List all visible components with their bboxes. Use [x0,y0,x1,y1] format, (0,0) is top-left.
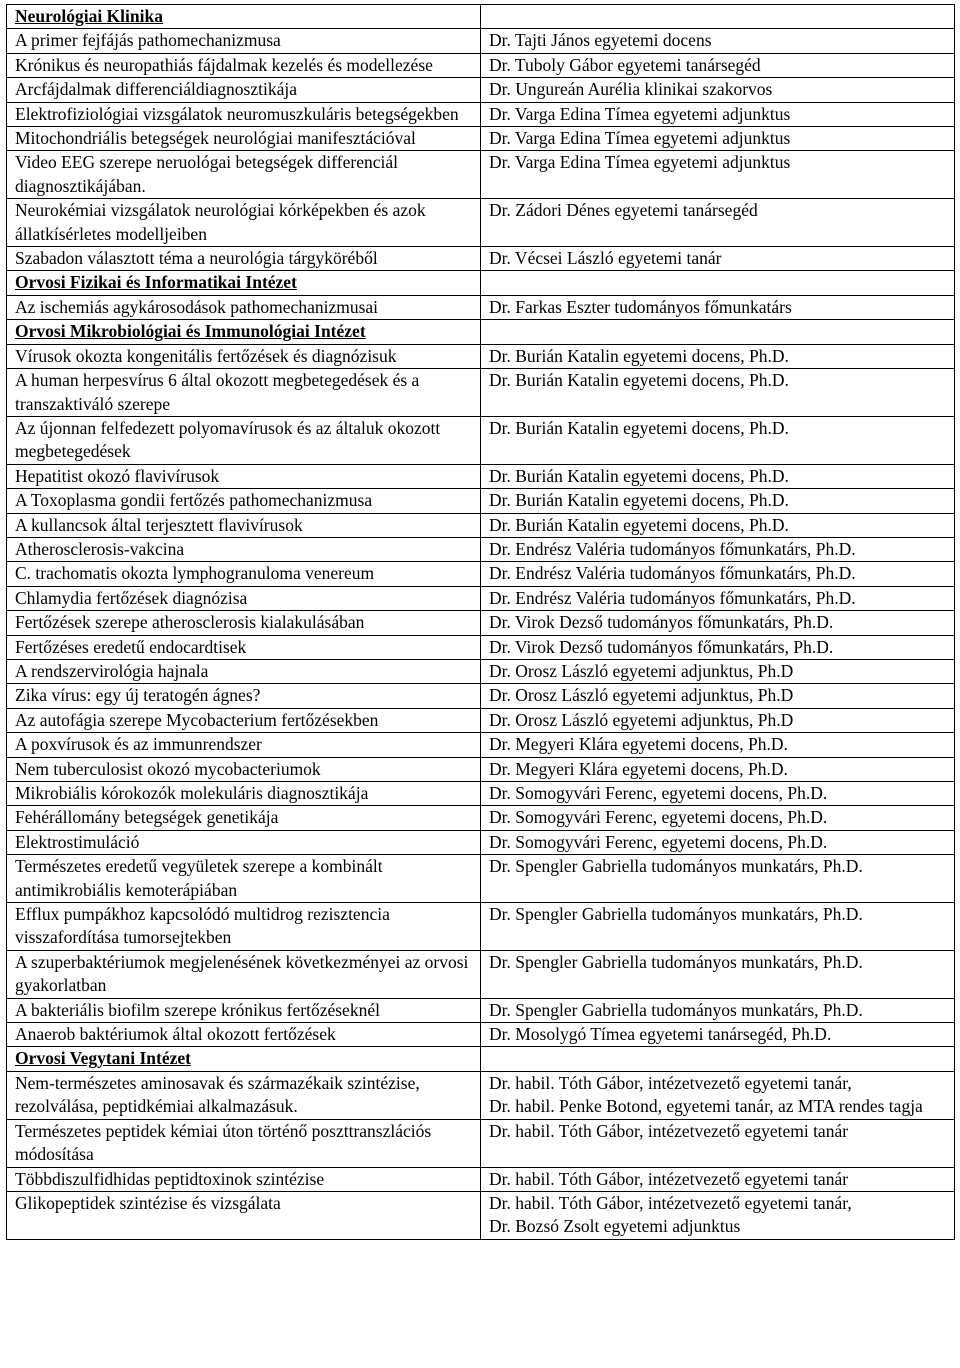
topic-cell: C. trachomatis okozta lymphogranuloma venereum [7,562,481,586]
section-header-row [7,320,955,344]
table-row [7,199,955,247]
lecturer-cell: Dr. Zádori Dénes egyetemi tanársegéd [481,199,955,247]
lecturer-cell: Dr. Somogyvári Ferenc, egyetemi docens, Ph.D. [481,806,955,830]
lecturer-cell: Dr. Endrész Valéria tudományos főmunkatárs, Ph.D. [481,586,955,610]
lecturer-cell: Dr. Virok Dezső tudományos főmunkatárs, Ph.D. [481,635,955,659]
section-title-cell [7,5,481,29]
table-row [7,1167,955,1191]
table-row [7,295,955,319]
table-row [7,1023,955,1047]
topic-cell: A rendszervirológia hajnala [7,659,481,683]
section-title-cell [7,271,481,295]
topic-cell: Vírusok okozta kongenitális fertőzések és diagnózisuk [7,344,481,368]
section-title: Orvosi Vegytani Intézet [15,1048,191,1069]
table-row [7,102,955,126]
table-row [7,684,955,708]
section-header-row [7,271,955,295]
lecturer-cell: Dr. Spengler Gabriella tudományos munkatárs, Ph.D. [481,950,955,998]
topic-cell: Az újonnan felfedezett polyomavírusok és az általuk okozott megbetegedések [7,416,481,464]
table-row [7,830,955,854]
topic-cell: Elektrofiziológiai vizsgálatok neuromuszkuláris betegségekben [7,102,481,126]
lecturer-cell: Dr. Spengler Gabriella tudományos munkatárs, Ph.D. [481,903,955,951]
topic-cell: Anaerob baktériumok által okozott fertőzések [7,1023,481,1047]
topic-cell: Mitochondriális betegségek neurológiai manifesztációval [7,127,481,151]
section-header-row [7,5,955,29]
lecturer-cell: Dr. Tajti János egyetemi docens [481,29,955,53]
lecturer-cell: Dr. Burián Katalin egyetemi docens, Ph.D. [481,369,955,417]
topic-cell: A kullancsok által terjesztett flavivírusok [7,513,481,537]
table-row [7,635,955,659]
lecturer-cell: Dr. Burián Katalin egyetemi docens, Ph.D. [481,464,955,488]
table-row [7,513,955,537]
lecturer-cell: Dr. Burián Katalin egyetemi docens, Ph.D. [481,416,955,464]
table-row [7,562,955,586]
table-row [7,806,955,830]
lecturer-cell: Dr. habil. Tóth Gábor, intézetvezető egyetemi tanár, Dr. Bozsó Zsolt egyetemi adjunktus [481,1191,955,1239]
section-empty-cell [481,5,955,29]
topic-cell: Természetes eredetű vegyületek szerepe a kombinált antimikrobiális kemoterápiában [7,855,481,903]
topic-cell: Hepatitist okozó flavivírusok [7,464,481,488]
topic-cell: Szabadon választott téma a neurológia tárgyköréből [7,247,481,271]
topic-cell: A human herpesvírus 6 által okozott megbetegedések és a transzaktiváló szerepe [7,369,481,417]
lecturer-cell: Dr. Spengler Gabriella tudományos munkatárs, Ph.D. [481,855,955,903]
table-row [7,733,955,757]
topic-cell: Mikrobiális kórokozók molekuláris diagnosztikája [7,782,481,806]
section-empty-cell [481,320,955,344]
lecturer-cell: Dr. Varga Edina Tímea egyetemi adjunktus [481,102,955,126]
topic-cell: Az autofágia szerepe Mycobacterium fertőzésekben [7,708,481,732]
table-row [7,53,955,77]
lecturer-cell: Dr. habil. Tóth Gábor, intézetvezető egyetemi tanár [481,1119,955,1167]
lecturer-cell: Dr. Burián Katalin egyetemi docens, Ph.D. [481,489,955,513]
lecturer-cell: Dr. habil. Tóth Gábor, intézetvezető egyetemi tanár [481,1167,955,1191]
table-row [7,782,955,806]
table-row [7,537,955,561]
lecturer-cell: Dr. Ungureán Aurélia klinikai szakorvos [481,78,955,102]
topic-cell: Efflux pumpákhoz kapcsolódó multidrog rezisztencia visszafordítása tumorsejtekben [7,903,481,951]
topic-cell: A primer fejfájás pathomechanizmusa [7,29,481,53]
table-row [7,29,955,53]
topic-cell: Többdiszulfidhidas peptidtoxinok szintézise [7,1167,481,1191]
lecturer-cell: Dr. Endrész Valéria tudományos főmunkatárs, Ph.D. [481,537,955,561]
topic-cell: A poxvírusok és az immunrendszer [7,733,481,757]
table-row [7,586,955,610]
table-row [7,1191,955,1239]
table-row [7,416,955,464]
lecturer-cell: Dr. habil. Tóth Gábor, intézetvezető egyetemi tanár, Dr. habil. Penke Botond, egyetemi tanár, az MTA rendes tagja [481,1071,955,1119]
lecturer-cell: Dr. Somogyvári Ferenc, egyetemi docens, Ph.D. [481,782,955,806]
table-row [7,489,955,513]
course-table-body [7,5,955,1240]
topic-cell: Arcfájdalmak differenciáldiagnosztikája [7,78,481,102]
topic-cell: Elektrostimuláció [7,830,481,854]
lecturer-cell: Dr. Orosz László egyetemi adjunktus, Ph.D [481,659,955,683]
topic-cell: Krónikus és neuropathiás fájdalmak kezelés és modellezése [7,53,481,77]
lecturer-cell: Dr. Farkas Eszter tudományos főmunkatárs [481,295,955,319]
topic-cell: Az ischemiás agykárosodások pathomechanizmusai [7,295,481,319]
topic-cell: A bakteriális biofilm szerepe krónikus fertőzéseknél [7,998,481,1022]
course-table [6,4,955,1240]
table-row [7,757,955,781]
table-row [7,659,955,683]
table-row [7,903,955,951]
lecturer-cell: Dr. Mosolygó Tímea egyetemi tanársegéd, Ph.D. [481,1023,955,1047]
table-row [7,950,955,998]
topic-cell: Fehérállomány betegségek genetikája [7,806,481,830]
table-row [7,151,955,199]
lecturer-cell: Dr. Vécsei László egyetemi tanár [481,247,955,271]
lecturer-cell: Dr. Megyeri Klára egyetemi docens, Ph.D. [481,757,955,781]
topic-cell: Chlamydia fertőzések diagnózisa [7,586,481,610]
lecturer-cell: Dr. Endrész Valéria tudományos főmunkatárs, Ph.D. [481,562,955,586]
topic-cell: Nem tuberculosist okozó mycobacteriumok [7,757,481,781]
lecturer-cell: Dr. Orosz László egyetemi adjunktus, Ph.D [481,708,955,732]
section-title: Orvosi Mikrobiológiai és Immunológiai Intézet [15,321,366,342]
section-title: Orvosi Fizikai és Informatikai Intézet [15,272,297,293]
section-title-cell [7,1047,481,1071]
topic-cell: Neurokémiai vizsgálatok neurológiai kórképekben és azok állatkísérletes modelljeiben [7,199,481,247]
section-empty-cell [481,1047,955,1071]
table-row [7,369,955,417]
table-row [7,78,955,102]
table-row [7,708,955,732]
topic-cell: Zika vírus: egy új teratogén ágnes? [7,684,481,708]
table-row [7,611,955,635]
table-row [7,127,955,151]
topic-cell: Atherosclerosis-vakcina [7,537,481,561]
lecturer-cell: Dr. Virok Dezső tudományos főmunkatárs, Ph.D. [481,611,955,635]
lecturer-cell: Dr. Somogyvári Ferenc, egyetemi docens, Ph.D. [481,830,955,854]
lecturer-cell: Dr. Varga Edina Tímea egyetemi adjunktus [481,127,955,151]
topic-cell: Fertőzéses eredetű endocardtisek [7,635,481,659]
topic-cell: A Toxoplasma gondii fertőzés pathomechanizmusa [7,489,481,513]
topic-cell: A szuperbaktériumok megjelenésének következményei az orvosi gyakorlatban [7,950,481,998]
table-row [7,998,955,1022]
table-row [7,247,955,271]
lecturer-cell: Dr. Spengler Gabriella tudományos munkatárs, Ph.D. [481,998,955,1022]
section-title-cell [7,320,481,344]
table-row [7,464,955,488]
table-row [7,1071,955,1119]
lecturer-cell: Dr. Varga Edina Tímea egyetemi adjunktus [481,151,955,199]
table-row [7,1119,955,1167]
section-header-row [7,1047,955,1071]
table-row [7,855,955,903]
table-row [7,344,955,368]
topic-cell: Természetes peptidek kémiai úton történő poszttranszlációs módosítása [7,1119,481,1167]
topic-cell: Fertőzések szerepe atherosclerosis kialakulásában [7,611,481,635]
topic-cell: Glikopeptidek szintézise és vizsgálata [7,1191,481,1239]
lecturer-cell: Dr. Burián Katalin egyetemi docens, Ph.D. [481,344,955,368]
section-empty-cell [481,271,955,295]
topic-cell: Video EEG szerepe neruológai betegségek differenciál diagnosztikájában. [7,151,481,199]
lecturer-cell: Dr. Orosz László egyetemi adjunktus, Ph.D [481,684,955,708]
lecturer-cell: Dr. Megyeri Klára egyetemi docens, Ph.D. [481,733,955,757]
lecturer-cell: Dr. Tuboly Gábor egyetemi tanársegéd [481,53,955,77]
topic-cell: Nem-természetes aminosavak és származékaik szintézise, rezolválása, peptidkémiai alkalmazásuk. [7,1071,481,1119]
section-title: Neurológiai Klinika [15,6,163,26]
lecturer-cell: Dr. Burián Katalin egyetemi docens, Ph.D. [481,513,955,537]
